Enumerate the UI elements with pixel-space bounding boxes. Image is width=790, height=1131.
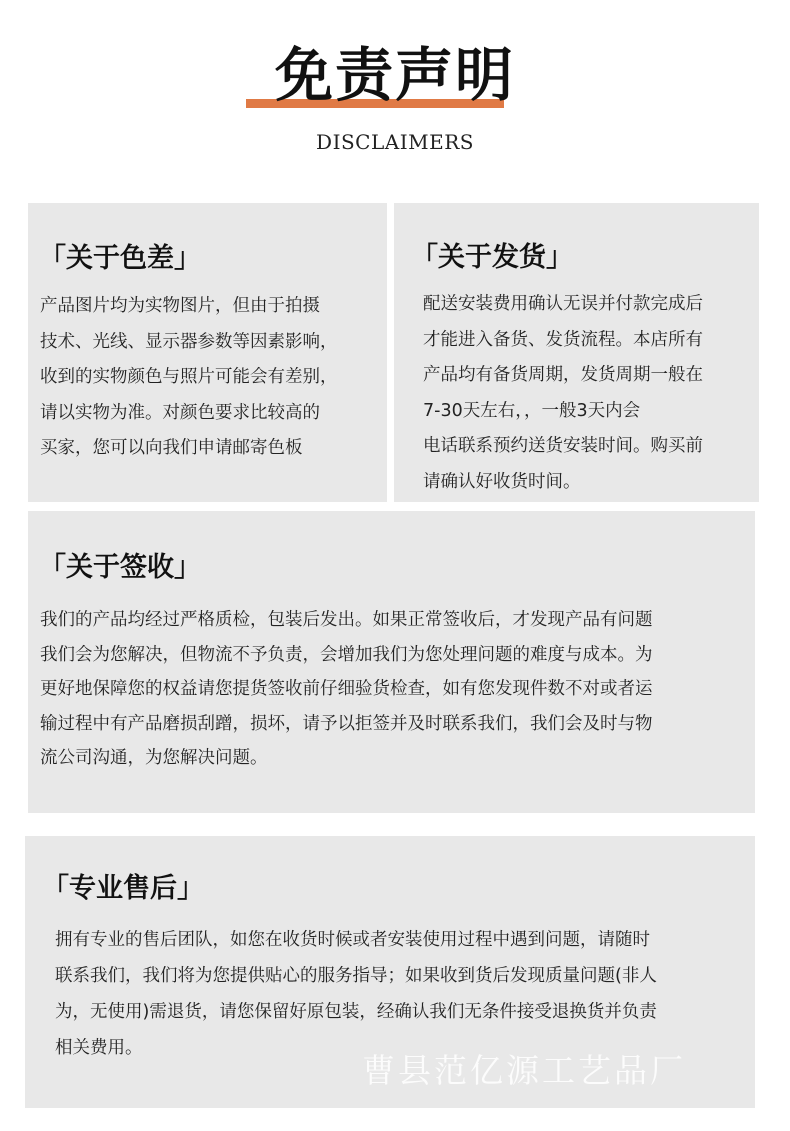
body-line: 买家，您可以向我们申请邮寄色板 [40, 438, 303, 458]
body-line: 联系我们，我们将为您提供贴心的服务指导；如果收到货后发现质量问题(非人 [55, 966, 657, 986]
body-line: 我们的产品均经过严格质检，包装后发出。如果正常签收后，才发现产品有问题 [40, 610, 653, 630]
watermark-text: 曹县范亿源工艺品厂 [362, 1051, 686, 1090]
body-line: 产品图片均为实物图片，但由于拍摄 [40, 296, 320, 316]
section-heading: 「专业售后」 [42, 873, 204, 904]
section-heading: 「关于色差」 [39, 243, 201, 274]
body-line: 拥有专业的售后团队，如您在收货时候或者安装使用过程中遇到问题，请随时 [55, 930, 650, 950]
body-line: 为，无使用)需退货，请您保留好原包装，经确认我们无条件接受退换货并负责 [55, 1002, 657, 1022]
section-card-receiving [28, 511, 755, 813]
section-heading: 「关于发货」 [411, 242, 573, 273]
page-title: 免责声明 [274, 41, 515, 109]
body-line: 输过程中有产品磨损刮蹭，损坏，请予以拒签并及时联系我们，我们会及时与物 [40, 713, 653, 734]
section-card-color-difference [28, 203, 387, 502]
section-heading: 「关于签收」 [39, 552, 201, 583]
body-line: 才能进入备货、发货流程。本店所有 [423, 329, 703, 350]
body-line: 相关费用。 [55, 1038, 143, 1058]
section-card-shipping [394, 203, 759, 502]
body-line: 请以实物为准。对颜色要求比较高的 [40, 402, 320, 423]
body-line: 配送安装费用确认无误并付款完成后 [423, 294, 703, 314]
body-line: 产品均有备货周期，发货周期一般在 [423, 365, 703, 385]
body-line: 我们会为您解决，但物流不予负责，会增加我们为您处理问题的难度与成本。为 [40, 644, 653, 665]
section-body [40, 289, 338, 467]
body-line: 7-30天左右，，一般3天内会 [423, 400, 641, 421]
body-line: 收到的实物颜色与照片可能会有差别， [40, 367, 338, 387]
body-line: 请确认好收货时间。 [423, 471, 581, 492]
body-line: 流公司沟通，为您解决问题。 [40, 748, 268, 768]
body-line: 电话联系预约送货安装时间。购买前 [423, 436, 703, 456]
title-wrap [0, 42, 790, 108]
section-body [40, 603, 653, 776]
page-subtitle: DISCLAIMERS [316, 130, 474, 154]
section-body [423, 287, 703, 500]
body-line: 技术、光线、显示器参数等因素影响， [40, 331, 338, 352]
body-line: 更好地保障您的权益请您提货签收前仔细验货检查，如有您发现件数不对或者运 [40, 679, 653, 699]
